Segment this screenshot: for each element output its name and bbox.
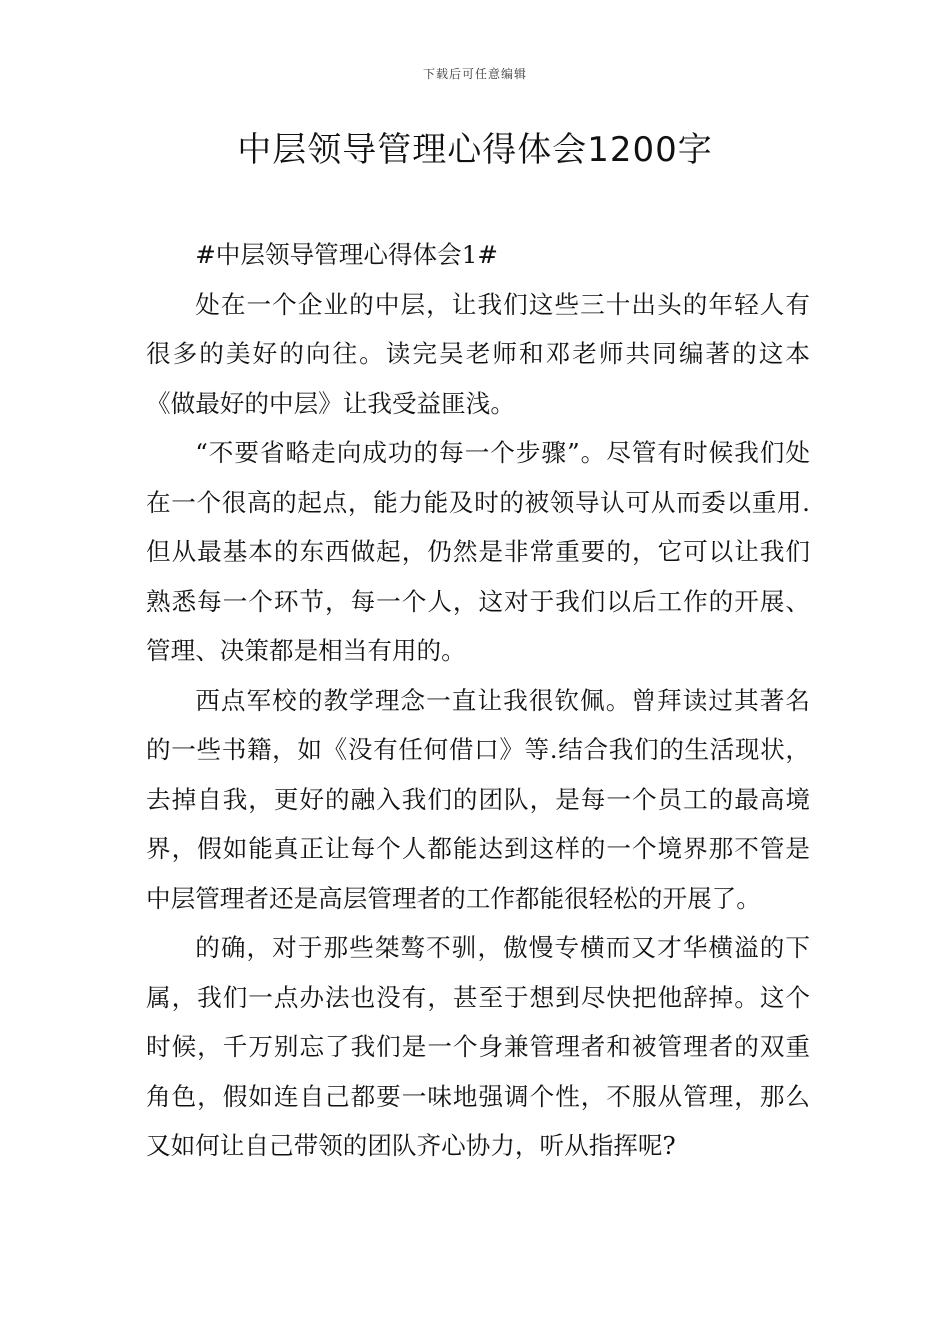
page-title: 中层领导管理心得体会1200字: [237, 130, 713, 170]
paragraph: 的确，对于那些桀骜不驯，傲慢专横而又才华横溢的下属，我们一点办法也没有，甚至于想到尽快把他辞掉。这个时候，千万别忘了我们是一个身兼管理者和被管理者的双重角色，假如连自己都要一味地强调个性，不服从管理，那么又如何让自己带领的团队齐心协力，听从指挥呢?: [146, 933, 810, 1160]
paragraph: 西点军校的教学理念一直让我很钦佩。曾拜读过其著名的一些书籍，如《没有任何借口》等.结合我们的生活现状，去掉自我，更好的融入我们的团队，是每一个员工的最高境界，假如能真正让每个人都能达到这样的一个境界那不管是中层管理者还是高层管理者的工作都能很轻松的开展了。: [146, 685, 810, 913]
document-body: [146, 230, 810, 1171]
paragraph: “不要省略走向成功的每一个步骤”。尽管有时候我们处在一个很高的起点，能力能及时的被领导认可从而委以重用.但从最基本的东西做起，仍然是非常重要的，它可以让我们熟悉每一个环节，每一个人，这对于我们以后工作的开展、管理、决策都是相当有用的。: [146, 438, 810, 665]
paragraph: 处在一个企业的中层，让我们这些三十出头的年轻人有很多的美好的向往。读完吴老师和邓老师共同编著的这本《做最好的中层》让我受益匪浅。: [146, 289, 810, 418]
section-heading: #中层领导管理心得体会1#: [195, 240, 498, 269]
header-note: 下载后可任意编辑: [422, 67, 527, 81]
